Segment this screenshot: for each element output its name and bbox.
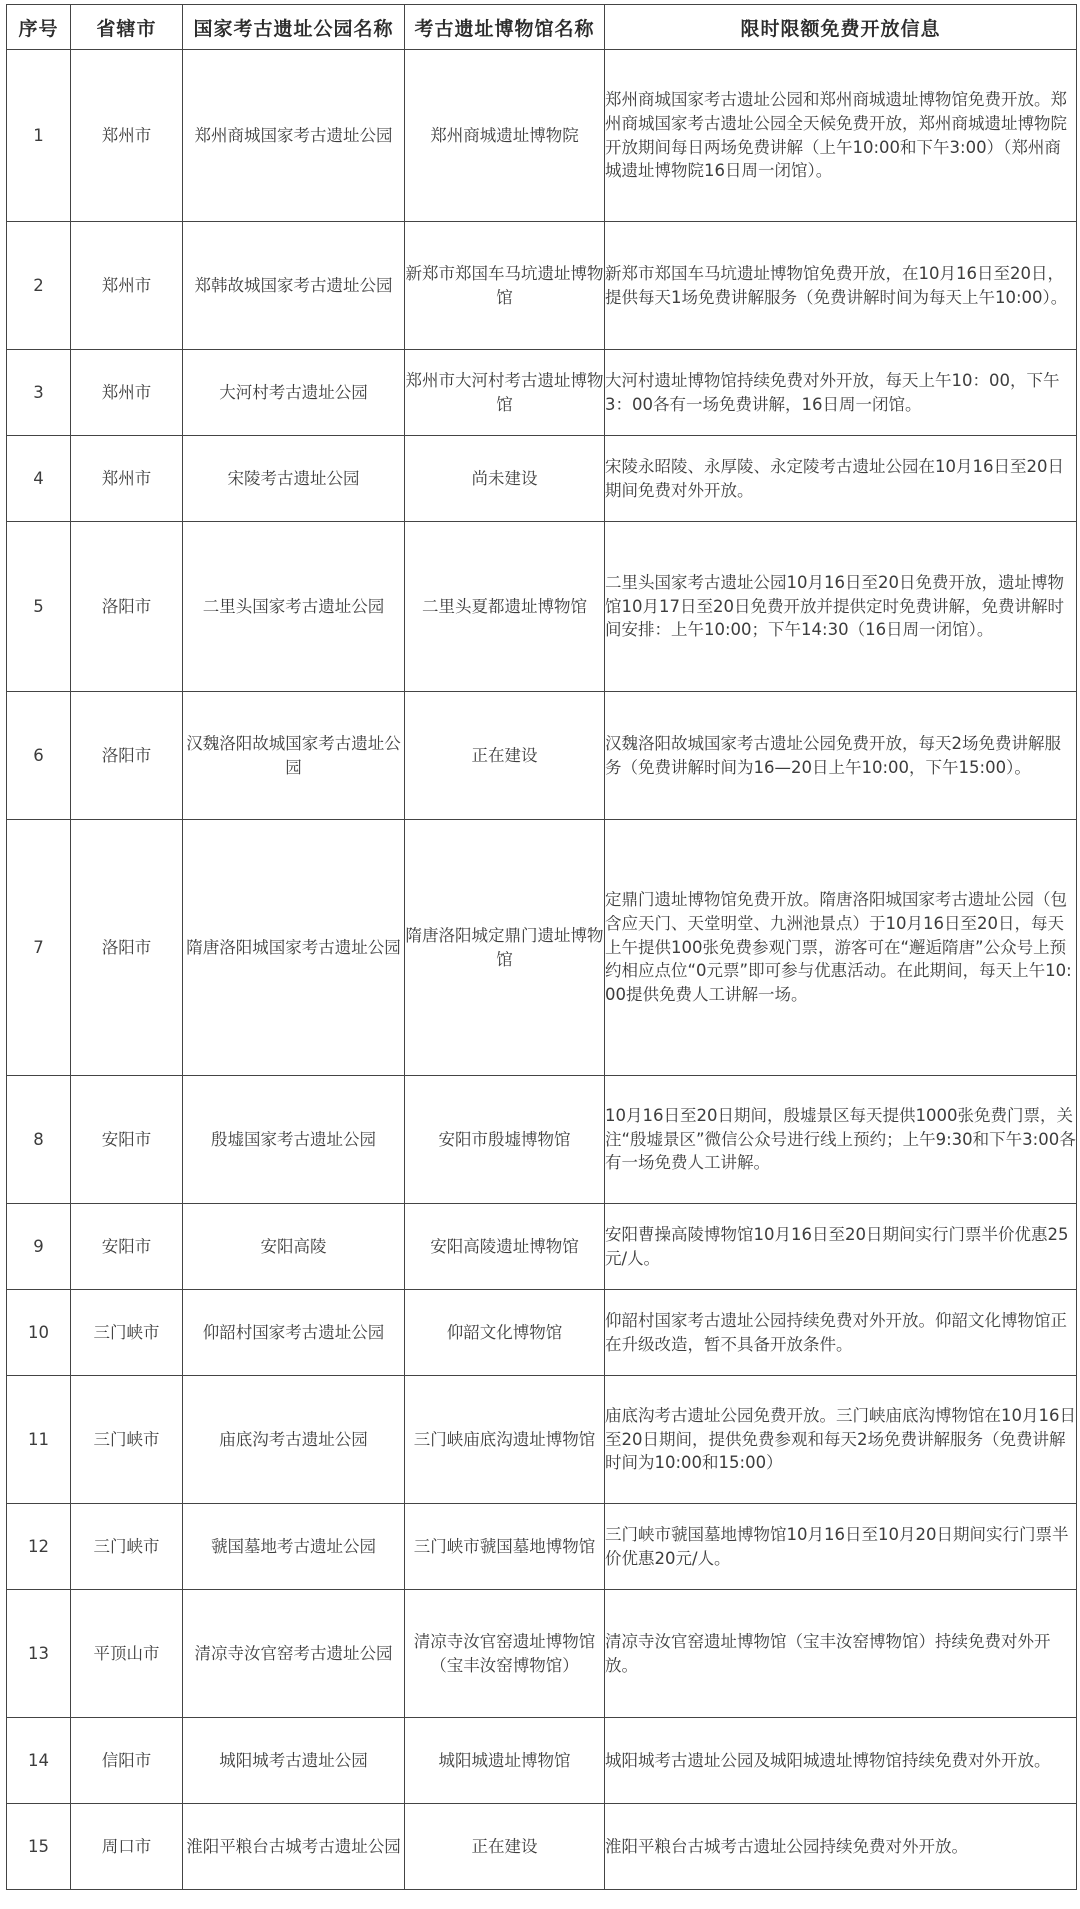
- row-info: 宋陵永昭陵、永厚陵、永定陵考古遗址公园在10月16日至20日期间免费对外开放。: [605, 436, 1077, 522]
- row-park: 大河村考古遗址公园: [183, 350, 405, 436]
- row-museum: 二里头夏都遗址博物馆: [405, 522, 605, 692]
- row-city: 洛阳市: [71, 820, 183, 1076]
- table-row: [7, 222, 1077, 350]
- row-info: 郑州商城国家考古遗址公园和郑州商城遗址博物馆免费开放。郑州商城国家考古遗址公园全天候免费开放，郑州商城遗址博物院开放期间每日两场免费讲解（上午10:00和下午3:00）（郑州商城遗址博物院16日周一闭馆）。: [605, 50, 1077, 222]
- heritage-park-table: [6, 4, 1077, 1890]
- table-row: [7, 1204, 1077, 1290]
- row-park: 城阳城考古遗址公园: [183, 1718, 405, 1804]
- row-park: 庙底沟考古遗址公园: [183, 1376, 405, 1504]
- row-museum: 安阳高陵遗址博物馆: [405, 1204, 605, 1290]
- row-info: 清凉寺汝官窑遗址博物馆（宝丰汝窑博物馆）持续免费对外开放。: [605, 1590, 1077, 1718]
- row-museum: 清凉寺汝官窑遗址博物馆（宝丰汝窑博物馆）: [405, 1590, 605, 1718]
- table-row: [7, 436, 1077, 522]
- header-free-opening-info: 限时限额免费开放信息: [605, 5, 1077, 50]
- row-number: 4: [7, 436, 71, 522]
- row-number: 9: [7, 1204, 71, 1290]
- row-number: 11: [7, 1376, 71, 1504]
- table-row: [7, 1504, 1077, 1590]
- table-row: [7, 522, 1077, 692]
- row-number: 6: [7, 692, 71, 820]
- row-number: 8: [7, 1076, 71, 1204]
- row-city: 郑州市: [71, 436, 183, 522]
- header-serial-number: 序号: [7, 5, 71, 50]
- row-number: 10: [7, 1290, 71, 1376]
- row-park: 虢国墓地考古遗址公园: [183, 1504, 405, 1590]
- row-city: 安阳市: [71, 1204, 183, 1290]
- row-city: 安阳市: [71, 1076, 183, 1204]
- row-info: 三门峡市虢国墓地博物馆10月16日至10月20日期间实行门票半价优惠20元/人。: [605, 1504, 1077, 1590]
- row-park: 汉魏洛阳故城国家考古遗址公园: [183, 692, 405, 820]
- row-info: 二里头国家考古遗址公园10月16日至20日免费开放，遗址博物馆10月17日至20日免费开放并提供定时免费讲解，免费讲解时间安排：上午10:00；下午14:30（16日周一闭馆）。: [605, 522, 1077, 692]
- row-info: 定鼎门遗址博物馆免费开放。隋唐洛阳城国家考古遗址公园（包含应天门、天堂明堂、九洲池景点）于10月16日至20日，每天上午提供100张免费参观门票，游客可在“邂逅隋唐”公众号上预约相应点位“0元票”即可参与优惠活动。在此期间，每天上午10:00提供免费人工讲解一场。: [605, 820, 1077, 1076]
- table-row: [7, 1804, 1077, 1890]
- row-museum: 三门峡市虢国墓地博物馆: [405, 1504, 605, 1590]
- row-info: 庙底沟考古遗址公园免费开放。三门峡庙底沟博物馆在10月16日至20日期间，提供免费参观和每天2场免费讲解服务（免费讲解时间为10:00和15:00）: [605, 1376, 1077, 1504]
- table-row: [7, 1718, 1077, 1804]
- table-header-row: [7, 5, 1077, 50]
- row-info: 大河村遗址博物馆持续免费对外开放，每天上午10：00，下午3：00各有一场免费讲解，16日周一闭馆。: [605, 350, 1077, 436]
- row-park: 安阳高陵: [183, 1204, 405, 1290]
- row-park: 殷墟国家考古遗址公园: [183, 1076, 405, 1204]
- table-row: [7, 1376, 1077, 1504]
- row-info: 淮阳平粮台古城考古遗址公园持续免费对外开放。: [605, 1804, 1077, 1890]
- row-number: 12: [7, 1504, 71, 1590]
- row-museum: 郑州市大河村考古遗址博物馆: [405, 350, 605, 436]
- row-city: 三门峡市: [71, 1504, 183, 1590]
- row-city: 信阳市: [71, 1718, 183, 1804]
- header-city: 省辖市: [71, 5, 183, 50]
- row-number: 13: [7, 1590, 71, 1718]
- row-park: 隋唐洛阳城国家考古遗址公园: [183, 820, 405, 1076]
- row-museum: 新郑市郑国车马坑遗址博物馆: [405, 222, 605, 350]
- row-info: 汉魏洛阳故城国家考古遗址公园免费开放，每天2场免费讲解服务（免费讲解时间为16—20日上午10:00，下午15:00）。: [605, 692, 1077, 820]
- row-museum: 三门峡庙底沟遗址博物馆: [405, 1376, 605, 1504]
- table-row: [7, 820, 1077, 1076]
- row-info: 城阳城考古遗址公园及城阳城遗址博物馆持续免费对外开放。: [605, 1718, 1077, 1804]
- row-museum: 尚未建设: [405, 436, 605, 522]
- row-number: 7: [7, 820, 71, 1076]
- row-number: 5: [7, 522, 71, 692]
- row-city: 三门峡市: [71, 1376, 183, 1504]
- row-number: 1: [7, 50, 71, 222]
- row-museum: 安阳市殷墟博物馆: [405, 1076, 605, 1204]
- row-number: 14: [7, 1718, 71, 1804]
- header-museum-name: 考古遗址博物馆名称: [405, 5, 605, 50]
- header-park-name: 国家考古遗址公园名称: [183, 5, 405, 50]
- row-park: 郑韩故城国家考古遗址公园: [183, 222, 405, 350]
- row-park: 郑州商城国家考古遗址公园: [183, 50, 405, 222]
- table-row: [7, 1590, 1077, 1718]
- row-city: 郑州市: [71, 50, 183, 222]
- row-park: 宋陵考古遗址公园: [183, 436, 405, 522]
- row-city: 洛阳市: [71, 522, 183, 692]
- row-museum: 郑州商城遗址博物院: [405, 50, 605, 222]
- row-museum: 正在建设: [405, 1804, 605, 1890]
- row-number: 3: [7, 350, 71, 436]
- row-museum: 仰韶文化博物馆: [405, 1290, 605, 1376]
- table-row: [7, 50, 1077, 222]
- row-city: 郑州市: [71, 222, 183, 350]
- table-row: [7, 692, 1077, 820]
- table-row: [7, 1290, 1077, 1376]
- table-row: [7, 350, 1077, 436]
- row-museum: 隋唐洛阳城定鼎门遗址博物馆: [405, 820, 605, 1076]
- row-city: 洛阳市: [71, 692, 183, 820]
- row-city: 周口市: [71, 1804, 183, 1890]
- row-city: 平顶山市: [71, 1590, 183, 1718]
- row-park: 仰韶村国家考古遗址公园: [183, 1290, 405, 1376]
- row-number: 15: [7, 1804, 71, 1890]
- row-park: 二里头国家考古遗址公园: [183, 522, 405, 692]
- row-city: 三门峡市: [71, 1290, 183, 1376]
- row-info: 仰韶村国家考古遗址公园持续免费对外开放。仰韶文化博物馆正在升级改造，暂不具备开放条件。: [605, 1290, 1077, 1376]
- row-city: 郑州市: [71, 350, 183, 436]
- row-museum: 城阳城遗址博物馆: [405, 1718, 605, 1804]
- row-museum: 正在建设: [405, 692, 605, 820]
- row-info: 安阳曹操高陵博物馆10月16日至20日期间实行门票半价优惠25元/人。: [605, 1204, 1077, 1290]
- row-number: 2: [7, 222, 71, 350]
- row-info: 新郑市郑国车马坑遗址博物馆免费开放，在10月16日至20日，提供每天1场免费讲解服务（免费讲解时间为每天上午10:00）。: [605, 222, 1077, 350]
- row-park: 清凉寺汝官窑考古遗址公园: [183, 1590, 405, 1718]
- table-row: [7, 1076, 1077, 1204]
- row-park: 淮阳平粮台古城考古遗址公园: [183, 1804, 405, 1890]
- row-info: 10月16日至20日期间，殷墟景区每天提供1000张免费门票，关注“殷墟景区”微信公众号进行线上预约；上午9:30和下午3:00各有一场免费人工讲解。: [605, 1076, 1077, 1204]
